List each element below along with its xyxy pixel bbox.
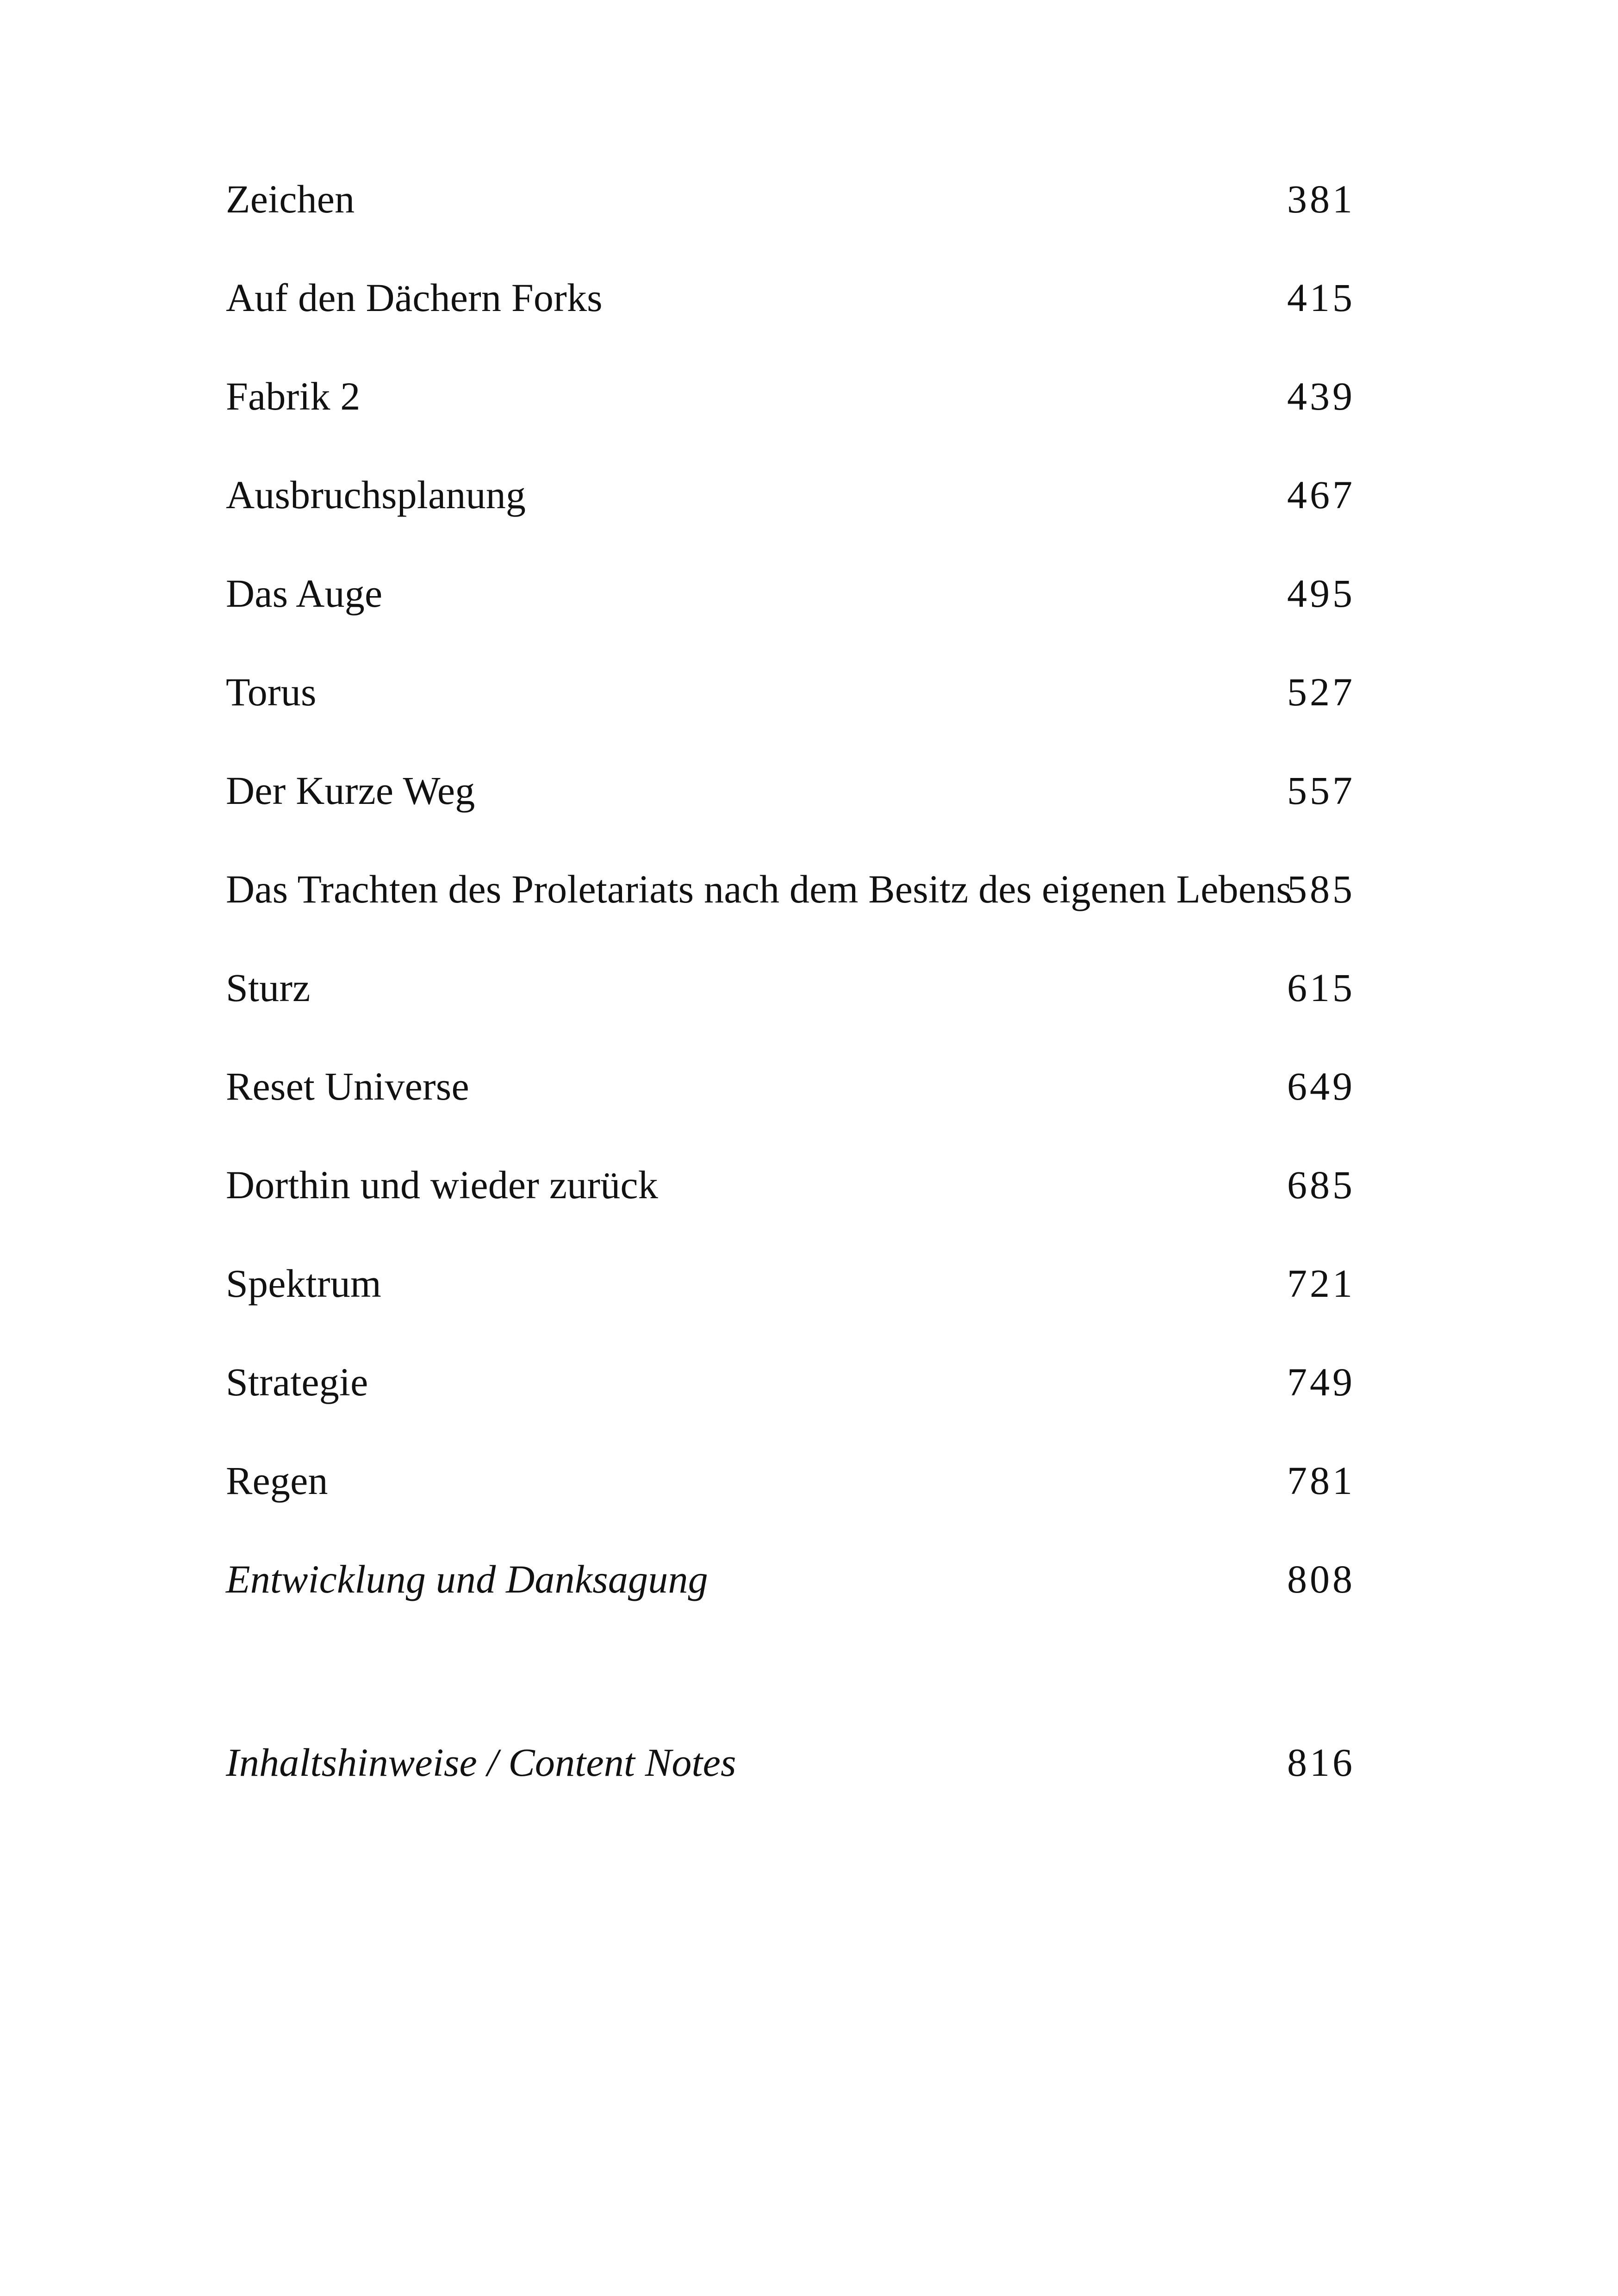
toc-entry-title: Das Trachten des Proletariats nach dem Besitz des eigenen Lebens <box>226 867 1292 911</box>
toc-entry-page: 495 <box>1287 571 1355 616</box>
toc-appendix-page: 816 <box>1287 1740 1355 1785</box>
toc-entry <box>226 847 1355 946</box>
toc-entry <box>226 1143 1355 1242</box>
toc-entry-page: 415 <box>1287 275 1355 320</box>
toc-appendix-entry <box>226 1721 1355 1819</box>
toc-entry-title: Regen <box>226 1458 328 1503</box>
toc-entry-page: 467 <box>1287 473 1355 517</box>
toc-entry-title: Zeichen <box>226 177 355 221</box>
toc-appendix-title: Inhaltshinweise / Content Notes <box>226 1740 736 1785</box>
toc-entry-title: Spektrum <box>226 1261 382 1306</box>
toc-entry-title: Das Auge <box>226 571 383 616</box>
toc-entry-page: 439 <box>1287 374 1355 418</box>
toc-entry <box>226 946 1355 1045</box>
toc-entry-title: Ausbruchsplanung <box>226 473 526 517</box>
toc-entry-page: 557 <box>1287 768 1355 813</box>
toc-entry-title: Torus <box>226 670 317 714</box>
table-of-contents <box>226 157 1355 1819</box>
toc-entry-page: 685 <box>1287 1163 1355 1207</box>
toc-entry <box>226 749 1355 847</box>
toc-entry <box>226 256 1355 355</box>
toc-entry-title: Dorthin und wieder zurück <box>226 1163 658 1207</box>
toc-entry-page: 527 <box>1287 670 1355 714</box>
toc-entry-page: 585 <box>1287 867 1355 911</box>
toc-entry-title: Auf den Dächern Forks <box>226 275 603 320</box>
toc-entry <box>226 157 1355 256</box>
toc-entry <box>226 1045 1355 1143</box>
toc-entry-page: 749 <box>1287 1360 1355 1404</box>
toc-entry-title: Entwicklung und Danksagung <box>226 1557 708 1601</box>
toc-entry-title: Sturz <box>226 965 311 1010</box>
toc-entry <box>226 1439 1355 1537</box>
toc-entry-title: Fabrik 2 <box>226 374 361 418</box>
toc-entry <box>226 1537 1355 1636</box>
toc-entry <box>226 650 1355 749</box>
toc-entry-page: 615 <box>1287 965 1355 1010</box>
toc-entry-title: Der Kurze Weg <box>226 768 475 813</box>
toc-entry <box>226 1242 1355 1340</box>
toc-entry <box>226 355 1355 453</box>
toc-entry-title: Strategie <box>226 1360 368 1404</box>
toc-entry <box>226 1340 1355 1439</box>
toc-entry-page: 808 <box>1287 1557 1355 1601</box>
toc-entry <box>226 453 1355 552</box>
toc-entry-page: 721 <box>1287 1261 1355 1306</box>
toc-entry-page: 649 <box>1287 1064 1355 1108</box>
toc-entry-page: 381 <box>1287 177 1355 221</box>
toc-entry-title: Reset Universe <box>226 1064 469 1108</box>
toc-entry-page: 781 <box>1287 1458 1355 1503</box>
toc-entry <box>226 552 1355 650</box>
